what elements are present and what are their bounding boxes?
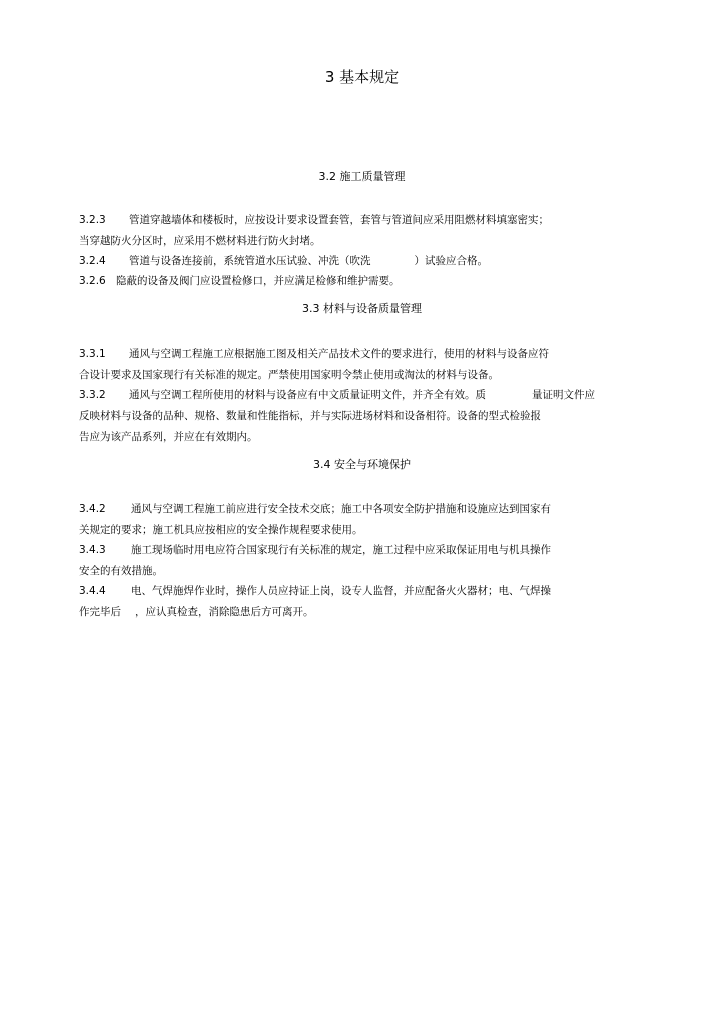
clause-3-4-3-line-2: 安全的有效措施。: [79, 565, 163, 577]
clause-3-3-2-line-2: 反映材料与设备的品种、规格、数量和性能指标，并与实际进场材料和设备相符。设备的型式检验报: [79, 410, 541, 422]
clause-3-2-3-line-1: [79, 213, 549, 228]
clause-text-part-a: 管道与设备连接前，系统管道水压试验、冲洗（吹洗: [129, 255, 371, 267]
clause-text-part-a: 通风与空调工程所使用的材料与设备应有中文质量证明文件，并齐全有效。质: [129, 389, 486, 401]
clause-3-3-1-line-1: [79, 347, 549, 362]
clause-number: 3.4.3: [79, 544, 106, 556]
clause-text: 电、气焊施焊作业时，操作人员应持证上岗，设专人监督，并应配备火火器材；电、气焊操: [131, 585, 551, 597]
clause-number: 3.3.1: [79, 348, 106, 360]
clause-text: 通风与空调工程施工应根据施工图及相关产品技术文件的要求进行，使用的材料与设备应符: [129, 348, 549, 360]
clause-number: 3.2.3: [79, 214, 106, 226]
clause-3-4-2-line-2: 关规定的要求；施工机具应按相应的安全操作规程要求使用。: [79, 524, 363, 536]
clause-text-part-a: 作完毕后: [79, 606, 121, 618]
clause-text: 管道穿越墙体和楼板时，应按设计要求设置套管，套管与管道间应采用阻燃材料填塞密实；: [129, 214, 549, 226]
clause-text-part-b: ，应认真检查，消除隐患后方可离开。: [135, 606, 314, 618]
clause-3-2-6: [79, 274, 400, 289]
clause-3-4-2-line-1: [79, 502, 551, 517]
clause-number: 3.4.4: [79, 585, 106, 597]
clause-3-4-4-line-2: [79, 605, 314, 620]
section-heading-3-4: 3.4 安全与环境保护: [313, 458, 411, 471]
clause-3-3-2-line-3: 告应为该产品系列，并应在有效期内。: [79, 431, 258, 443]
clause-text: 施工现场临时用电应符合国家现行有关标准的规定，施工过程中应采取保证用电与机具操作: [131, 544, 551, 556]
clause-number: 3.3.2: [79, 389, 106, 401]
clause-3-4-3-line-1: [79, 543, 551, 558]
chapter-title: 3 基本规定: [324, 68, 400, 86]
clause-3-4-4-line-1: [79, 584, 551, 599]
clause-number: 3.4.2: [79, 503, 106, 515]
clause-text-part-b: 量证明文件应: [532, 389, 595, 401]
clause-text: 隐蔽的设备及阀门应设置检修口，并应满足检修和维护需要。: [116, 275, 400, 287]
section-heading-3-3: 3.3 材料与设备质量管理: [302, 302, 422, 315]
clause-3-2-4: [79, 254, 488, 269]
clause-text-part-b: ）试验应合格。: [414, 255, 488, 267]
section-heading-3-2: 3.2 施工质量管理: [318, 170, 406, 183]
clause-3-3-2-line-1: [79, 388, 595, 403]
clause-3-2-3-line-2: 当穿越防火分区时，应采用不燃材料进行防火封堵。: [79, 235, 321, 247]
clause-text: 通风与空调工程施工前应进行安全技术交底；施工中各项安全防护措施和设施应达到国家有: [131, 503, 551, 515]
clause-number: 3.2.6: [79, 275, 106, 287]
clause-number: 3.2.4: [79, 255, 106, 267]
clause-3-3-1-line-2: 合设计要求及国家现行有关标准的规定。严禁使用国家明令禁止使用或淘汰的材料与设备。: [79, 369, 499, 381]
